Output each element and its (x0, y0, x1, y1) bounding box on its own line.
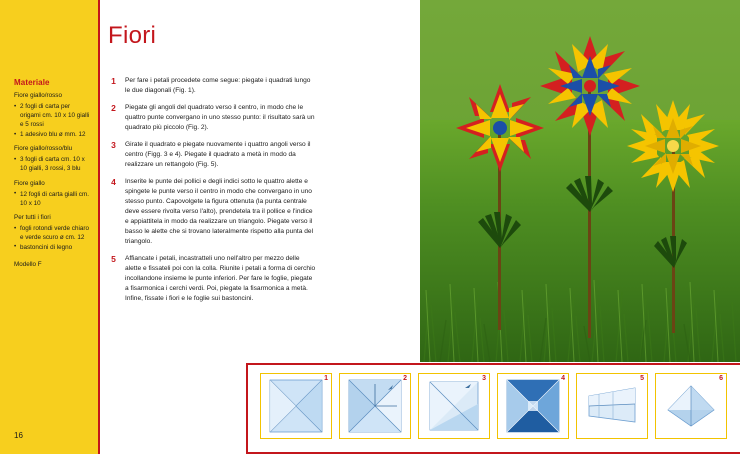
materials-group3-label: Fiore giallo (14, 179, 45, 187)
diagram-thumb[interactable] (576, 373, 648, 439)
step-item (108, 103, 316, 133)
folded-rectangle-icon (577, 374, 647, 438)
materials-sidebar (0, 0, 98, 454)
thumbnail-row (260, 373, 727, 439)
thumb-number: 2 (403, 375, 407, 382)
step-item (108, 177, 316, 247)
step-number: 3 (111, 140, 116, 151)
step-item (108, 140, 316, 170)
opened-triangle-petal-icon (656, 374, 726, 438)
instruction-steps (108, 76, 316, 311)
page-title: Fiori (108, 22, 157, 49)
model-label: Modello F (14, 260, 42, 268)
materials-group2-list (14, 155, 90, 173)
list-item: • 12 fogli di carta gialli cm. 10 x 10 (14, 190, 90, 208)
step-item (108, 76, 316, 96)
flipped-square-icon (419, 374, 489, 438)
step-text: Piegate gli angoli del quadrato verso il centro, in modo che le quattro punte convergano in uno stesso punto: il risultato sarà un quadrato più piccolo (Fig. 2). (125, 104, 315, 132)
corners-to-center-again-icon (498, 374, 568, 438)
list-item: • 1 adesivo blu ø mm. 12 (14, 130, 90, 139)
step-text: Girate il quadrato e piegate nuovamente i quattro angoli verso il centro (Figg. 3 e 4). Piegate il quadrato a metà in modo da realizzare un rettangolo (Fig. 5). (125, 141, 311, 169)
photo-illustration (420, 0, 740, 362)
list-item: • bastoncini di legno (14, 243, 90, 252)
step-text: Inserite le punte dei pollici e degli indici sotto le quattro alette e spingete le punte verso il centro in modo che convergano in uno stesso punto. Capovolgete la figura ottenuta (la punta centrale deve essere rivolta verso l'alto), prendetela tra il pollice e l'indice e appiattitela in modo da realizzare un triangolo. Piegate verso il basso le alette che si trovano lateralmente rispetto alla punta del triangolo. (125, 178, 314, 246)
step-item (108, 254, 316, 304)
diagram-thumb[interactable] (418, 373, 490, 439)
step-number: 1 (111, 76, 116, 86)
page-number: 16 (14, 431, 23, 440)
step-number: 2 (111, 103, 116, 114)
square-diagonals-icon (261, 374, 331, 438)
materials-group2-label: Fiore giallo/rosso/blu (14, 145, 73, 153)
materials-group4-list (14, 224, 90, 252)
materials-group1-label: Fiore giallo/rosso (14, 92, 62, 99)
thumb-number: 4 (561, 375, 565, 382)
diagram-thumb[interactable] (260, 373, 332, 439)
materials-content (14, 78, 90, 268)
step-text: Affiancate i petali, incastratteli uno nell'altro per mezzo delle alette e fissateli poi con la colla. Riunite i petali a forma di cerchio incollandone insieme le punte inferiori. Per fare le foglie, piegate a fisarmonica i cerchi verdi. Poi, piegate la fisarmonica a metà. Infine, fissate i fiori e le foglie sui bastoncini. (125, 255, 316, 303)
step-number: 5 (111, 254, 116, 265)
step-number: 4 (111, 177, 116, 188)
diagram-thumb[interactable] (497, 373, 569, 439)
thumb-number: 1 (324, 375, 328, 382)
diagram-thumb[interactable] (339, 373, 411, 439)
thumb-number: 5 (640, 375, 644, 382)
diagram-thumb[interactable] (655, 373, 727, 439)
list-item: • 3 fogli di carta cm. 10 x 10 gialli, 3 rossi, 3 blu (14, 155, 90, 173)
corners-to-center-icon (340, 374, 410, 438)
hero-photo (420, 0, 740, 362)
diagram-filmstrip (246, 363, 740, 454)
materials-group3-list (14, 190, 90, 208)
materials-group1-list (14, 102, 90, 139)
main-content (100, 0, 723, 454)
list-item: • fogli rotondi verde chiaro e verde scuro ø cm. 12 (14, 224, 90, 242)
materials-title: Materiale (14, 78, 50, 87)
thumb-number: 3 (482, 375, 486, 382)
thumb-number: 6 (719, 375, 723, 382)
materials-group4-label: Per tutti i fiori (14, 213, 51, 221)
step-text: Per fare i petali procedete come segue: piegate i quadrati lungo le due diagonali (Fig. 1). (125, 77, 311, 95)
list-item: • 2 fogli di carta per origami cm. 10 x 10 gialli e 5 rossi (14, 102, 90, 129)
